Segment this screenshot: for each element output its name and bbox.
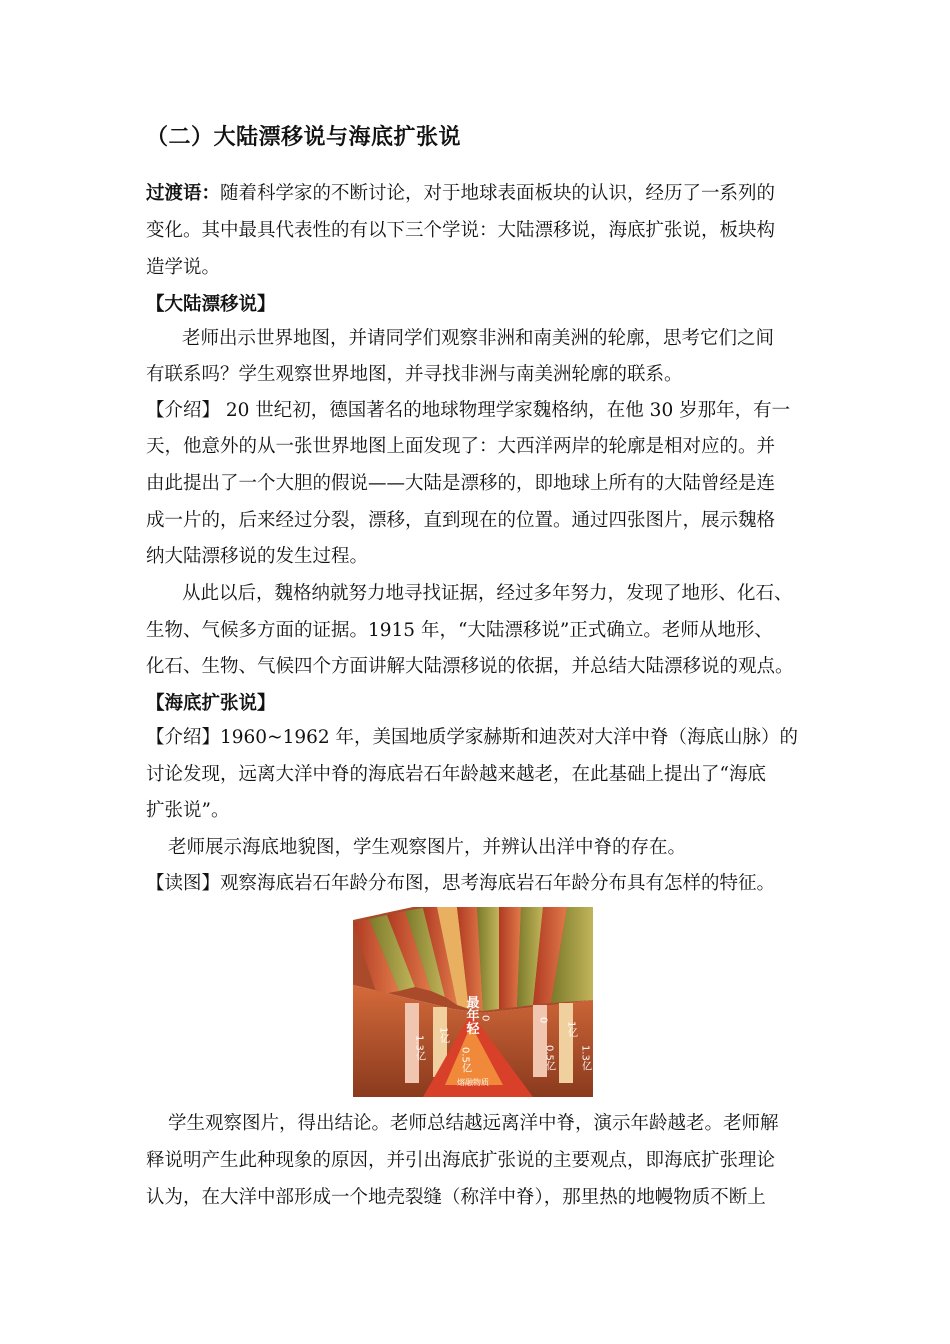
magma-label: 熔融物质 xyxy=(457,1078,489,1087)
age-label-left-1-3: 1.3亿 xyxy=(413,1035,425,1061)
drift-para2-line3: 化石、生物、气候四个方面讲解大陆漂移说的依据，并总结大陆漂移说的观点。 xyxy=(146,656,794,677)
age-label-right-1-3: 1.3亿 xyxy=(579,1045,591,1071)
transition-line-1 xyxy=(146,181,775,207)
drift-para2-line2: 生物、气候多方面的证据。1915 年，“大陆漂移说”正式确立。老师从地形、 xyxy=(146,620,773,641)
conclusion-line3: 认为，在大洋中部形成一个地壳裂缝（称洋中脊），那里热的地幔物质不断上 xyxy=(146,1187,766,1208)
transition-text-1: 随着科学家的不断讨论，对于地球表面板块的认识，经历了一系列的 xyxy=(220,183,776,204)
conclusion-line1: 学生观察图片，得出结论。老师总结越远离洋中脊，演示年龄越老。老师解 xyxy=(168,1113,779,1134)
seafloor-age-figure xyxy=(353,905,593,1097)
spreading-intro-line3: 扩张说”。 xyxy=(146,800,230,821)
youngest-label: 最年轻 xyxy=(463,995,479,1035)
drift-heading: 【大陆漂移说】 xyxy=(146,294,276,315)
age-label-left-0-5: 0.5亿 xyxy=(459,1047,471,1073)
transition-line-2: 变化。其中最具代表性的有以下三个学说：大陆漂移说，海底扩张说，板块构 xyxy=(146,220,776,241)
drift-para2-line1: 从此以后，魏格纳就努力地寻找证据，经过多年努力，发现了地形、化石、 xyxy=(182,583,793,604)
drift-intro-line1: 【介绍】 20 世纪初，德国著名的地球物理学家魏格纳，在他 30 岁那年，有一 xyxy=(146,400,791,421)
section-title: （二）大陆漂移说与海底扩张说 xyxy=(146,125,462,150)
conclusion-line2: 释说明产生此种现象的原因，并引出海底扩张说的主要观点，即海底扩张理论 xyxy=(146,1150,776,1171)
drift-para1-line2: 有联系吗？学生观察世界地图，并寻找非洲与南美洲轮廓的联系。 xyxy=(146,364,683,385)
spreading-intro-line1: 【介绍】1960~1962 年，美国地质学家赫斯和迪茨对大洋中脊（海底山脉）的 xyxy=(146,727,799,748)
age-label-left-0: 0 xyxy=(479,1015,491,1022)
spreading-para1: 老师展示海底地貌图，学生观察图片，并辨认出洋中脊的存在。 xyxy=(168,837,687,858)
drift-intro-line5: 纳大陆漂移说的发生过程。 xyxy=(146,546,369,567)
drift-intro-line3: 由此提出了一个大胆的假说——大陆是漂移的，即地球上所有的大陆曾经是连 xyxy=(146,473,776,494)
spreading-heading: 【海底扩张说】 xyxy=(146,693,276,714)
transition-label: 过渡语： xyxy=(146,183,221,204)
age-label-left-1: 1亿 xyxy=(437,1027,449,1044)
age-label-right-1: 1亿 xyxy=(565,1021,577,1038)
drift-intro-line4: 成一片的，后来经过分裂，漂移，直到现在的位置。通过四张图片，展示魏格 xyxy=(146,510,776,531)
age-label-right-0: 0 xyxy=(537,1017,549,1024)
spreading-read-figure: 【读图】观察海底岩石年龄分布图，思考海底岩石年龄分布具有怎样的特征。 xyxy=(146,873,776,894)
age-label-right-0-5: 0.5亿 xyxy=(543,1045,555,1071)
spreading-intro-line2: 讨论发现，远离大洋中脊的海底岩石年龄越来越老，在此基础上提出了“海底 xyxy=(146,764,766,785)
transition-line-3: 造学说。 xyxy=(146,257,221,278)
drift-para1-line1: 老师出示世界地图，并请同学们观察非洲和南美洲的轮廓，思考它们之间 xyxy=(182,328,775,349)
drift-intro-line2: 天，他意外的从一张世界地图上面发现了：大西洋两岸的轮廓是相对应的。并 xyxy=(146,436,776,457)
